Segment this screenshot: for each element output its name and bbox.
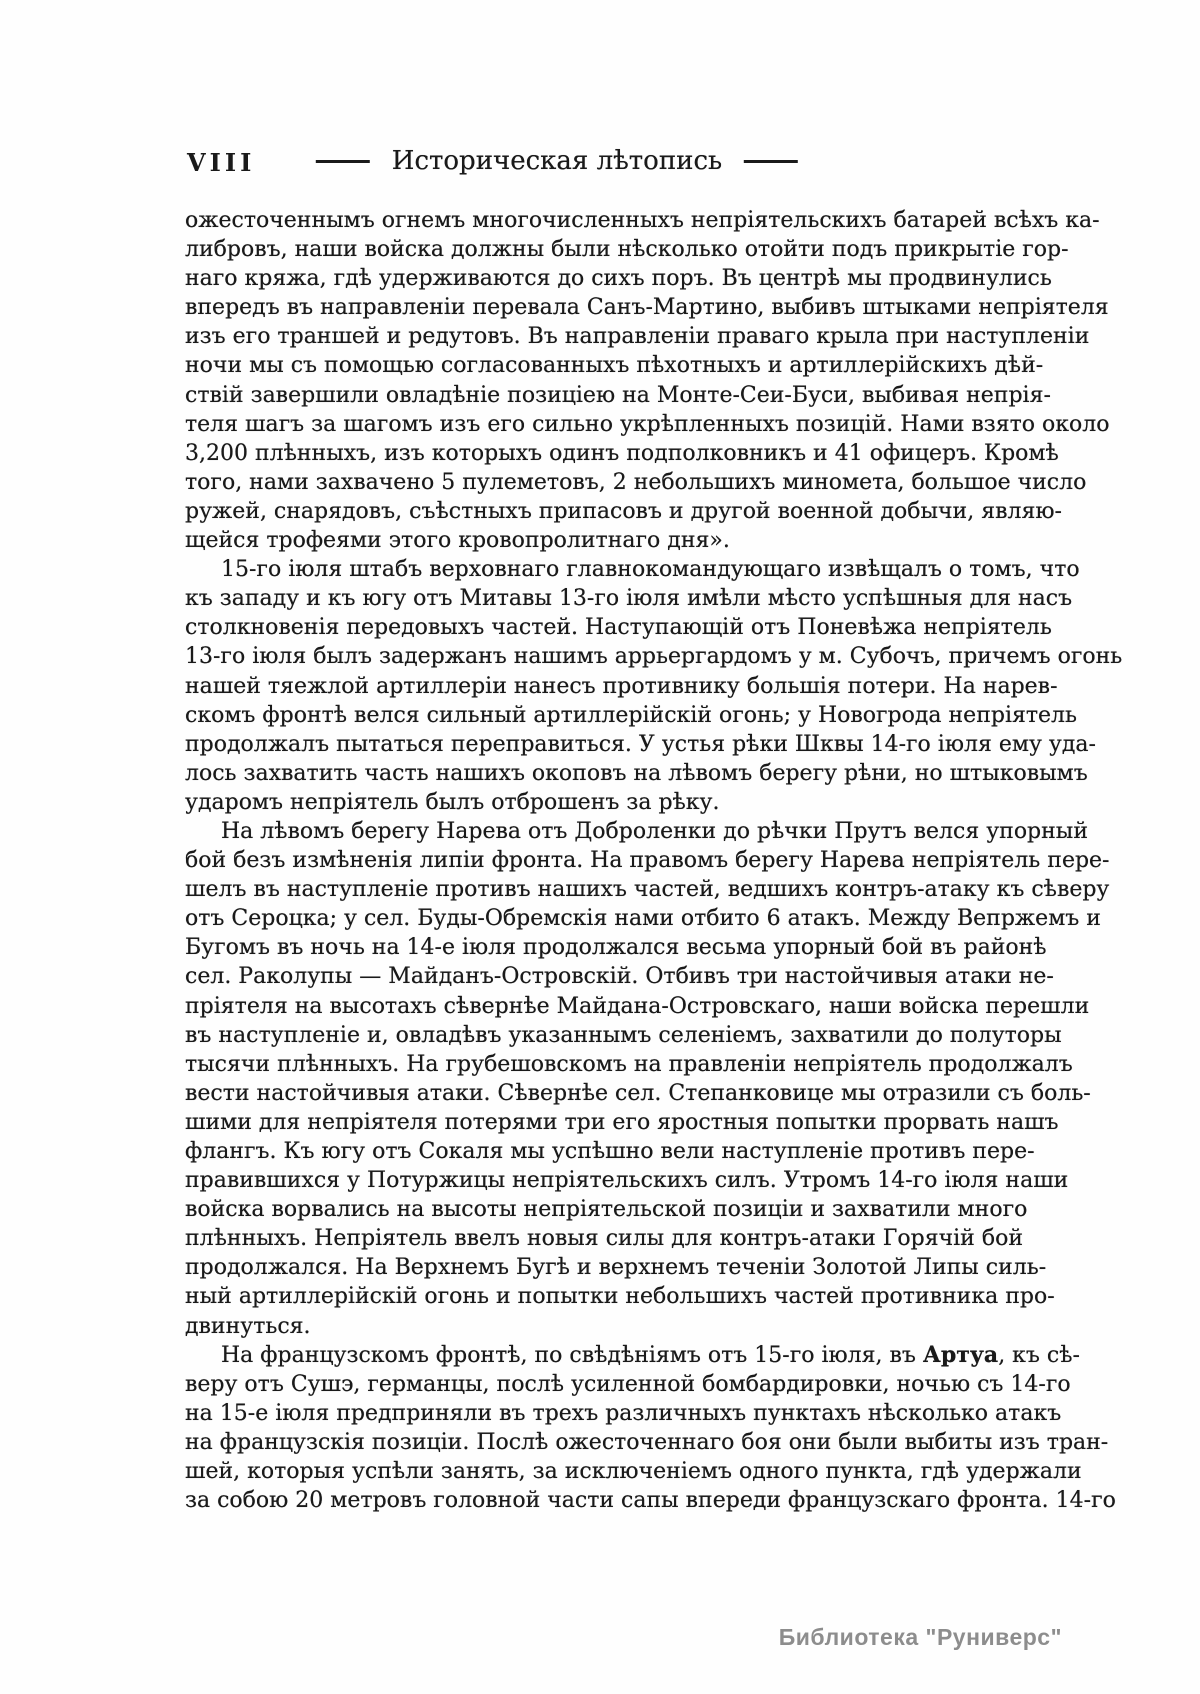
- text-line: ожесточеннымъ огнемъ многочисленныхъ непріятельскихъ батарей всѣхъ ка-: [185, 208, 1100, 233]
- text-line: изъ его траншей и редутовъ. Въ направленіи праваго крыла при наступленіи: [185, 324, 1090, 350]
- paragraph: [185, 817, 1110, 1341]
- paragraph: [185, 555, 1123, 817]
- text-line: ружей, снарядовъ, съѣстныхъ припасовъ и другой военной добычи, являю-: [185, 498, 1062, 524]
- text-line: отъ Сероцка; у сел. Буды-Обремскія нами отбито 6 атакъ. Между Вепржемъ и: [185, 906, 1101, 932]
- text-line: того, нами захвачено 5 пулеметовъ, 2 небольшихъ миномета, большое число: [185, 469, 1087, 495]
- text-line: щейся трофеями этого кровопролитнаго дня».: [185, 528, 730, 554]
- text-line: ствій завершили овладѣніе позиціею на Монте-Сеи-Буси, выбивая непрія-: [185, 382, 1051, 408]
- text-line: веру отъ Сушэ, германцы, послѣ усиленной бомбардировки, ночью съ 14-го: [185, 1371, 1071, 1397]
- page-number: VIII: [187, 148, 256, 177]
- paragraph: [185, 1341, 1116, 1516]
- text-line: нашей тяежлой артиллеріи нанесъ противнику большія потери. На нарев-: [185, 673, 1058, 699]
- text-line: столкновенія передовыхъ частей. Наступающій отъ Поневѣжа непріятель: [185, 615, 1052, 641]
- text-segment: На французскомъ фронтѣ, по свѣдѣніямъ отъ 15-го іюля, въ: [221, 1342, 923, 1368]
- text-line: ударомъ непріятель былъ отброшенъ за рѣку.: [185, 789, 720, 815]
- text-line: теля шагъ за шагомъ изъ его сильно укрѣпленныхъ позицій. Нами взято около: [185, 411, 1110, 437]
- text-line: продолжался. На Верхнемъ Бугѣ и верхнемъ теченіи Золотой Липы силь-: [185, 1255, 1047, 1281]
- text-line: ночи мы съ помощью согласованныхъ пѣхотныхъ и артиллерійскихъ дѣй-: [185, 353, 1044, 379]
- right-rule: [744, 160, 798, 163]
- text-line: бой безъ измѣненія липіи фронта. На правомъ берегу Нарева непріятель пере-: [185, 848, 1110, 874]
- running-head: [0, 146, 1200, 180]
- text-line: въ наступленіе и, овладѣвъ указаннымъ селеніемъ, захватили до полуторы: [185, 1022, 1062, 1048]
- text-line: шелъ въ наступленіе противъ нашихъ частей, ведшихъ контръ-атаку къ сѣверу: [185, 877, 1110, 903]
- text-line: 15-го іюля штабъ верховнаго главнокомандующаго извѣщалъ о томъ, что: [221, 557, 1080, 583]
- text-line: скомъ фронтѣ велся сильный артиллерійскій огонь; у Новогрода непріятель: [185, 702, 1078, 728]
- paragraph: [185, 206, 1110, 555]
- text-line: ный артиллерійскій огонь и попытки небольшихъ частей противника про-: [185, 1284, 1055, 1310]
- text-line: лось захватить часть нашихъ окоповъ на лѣвомъ берегу рѣни, но штыковымъ: [185, 760, 1088, 786]
- text-line: на французскія позиціи. Послѣ ожесточеннаго боя они были выбиты изъ тран-: [185, 1429, 1109, 1455]
- text-line: флангъ. Къ югу отъ Сокаля мы успѣшно вели наступленіе противъ пере-: [185, 1139, 1035, 1164]
- text-line: на 15-е іюля предприняли въ трехъ различныхъ пунктахъ нѣсколько атакъ: [185, 1400, 1062, 1426]
- text-line: войска ворвались на высоты непріятельской позиціи и захватили много: [185, 1197, 1028, 1223]
- text-line: либровъ, наши войска должны были нѣсколько отойти подъ прикрытіе гор-: [185, 237, 1069, 263]
- text-line: къ западу и къ югу отъ Митавы 13-го іюля имѣли мѣсто успѣшныя для насъ: [185, 586, 1073, 612]
- text-line: плѣнныхъ. Непріятель ввелъ новыя силы для контръ-атаки Горячій бой: [185, 1226, 1023, 1252]
- left-rule: [316, 160, 370, 163]
- bold-place-name: Артуа: [922, 1341, 999, 1368]
- text-line: впередъ въ направленіи перевала Санъ-Мартино, выбивъ штыками непріятеля: [185, 295, 1109, 321]
- text-block: [185, 206, 1123, 1515]
- text-line: сел. Раколупы — Майданъ-Островскій. Отбивъ три настойчивыя атаки не-: [185, 964, 1054, 990]
- running-head-title: Историческая лѣтопись: [391, 146, 723, 176]
- text-line: шей, которыя успѣли занять, за исключеніемъ одного пункта, гдѣ удержали: [185, 1459, 1082, 1485]
- text-line: наго кряжа, гдѣ удерживаются до сихъ поръ. Въ центрѣ мы продвинулись: [185, 266, 1052, 292]
- text-line: Бугомъ въ ночь на 14-е іюля продолжался весьма упорный бой въ районѣ: [185, 935, 1047, 961]
- text-line: за собою 20 метровъ головной части сапы впереди французскаго фронта. 14-го: [185, 1488, 1116, 1514]
- text-line: 13-го іюля былъ задержанъ нашимъ аррьергардомъ у м. Субочъ, причемъ огонь: [185, 644, 1123, 670]
- library-watermark: Библиотека "Руниверс": [778, 1624, 1062, 1650]
- text-line: продолжалъ пытаться переправиться. У устья рѣки Шквы 14-го іюля ему уда-: [185, 731, 1096, 757]
- text-line: вести настойчивыя атаки. Сѣвернѣе сел. Степанковице мы отразили съ боль-: [185, 1080, 1091, 1106]
- text-line: шими для непріятеля потерями три его яростныя попытки прорвать нашъ: [185, 1109, 1059, 1135]
- text-line: На лѣвомъ берегу Нарева отъ Доброленки до рѣчки Прутъ велся упорный: [221, 818, 1088, 844]
- text-line: тысячи плѣнныхъ. На грубешовскомъ на правленіи непріятель продолжалъ: [185, 1051, 1073, 1077]
- text-line: правившихся у Потуржицы непріятельскихъ силъ. Утромъ 14-го іюля наши: [185, 1168, 1069, 1194]
- text-segment: , къ сѣ-: [998, 1342, 1080, 1368]
- text-line: [185, 1341, 1080, 1370]
- running-head-title-group: [316, 146, 798, 176]
- text-line: двинуться.: [185, 1313, 311, 1339]
- text-line: пріятеля на высотахъ сѣвернѣе Майдана-Островскаго, наши войска перешли: [185, 993, 1090, 1019]
- text-line: 3,200 плѣнныхъ, изъ которыхъ одинъ подполковникъ и 41 офицеръ. Кромѣ: [185, 440, 1059, 466]
